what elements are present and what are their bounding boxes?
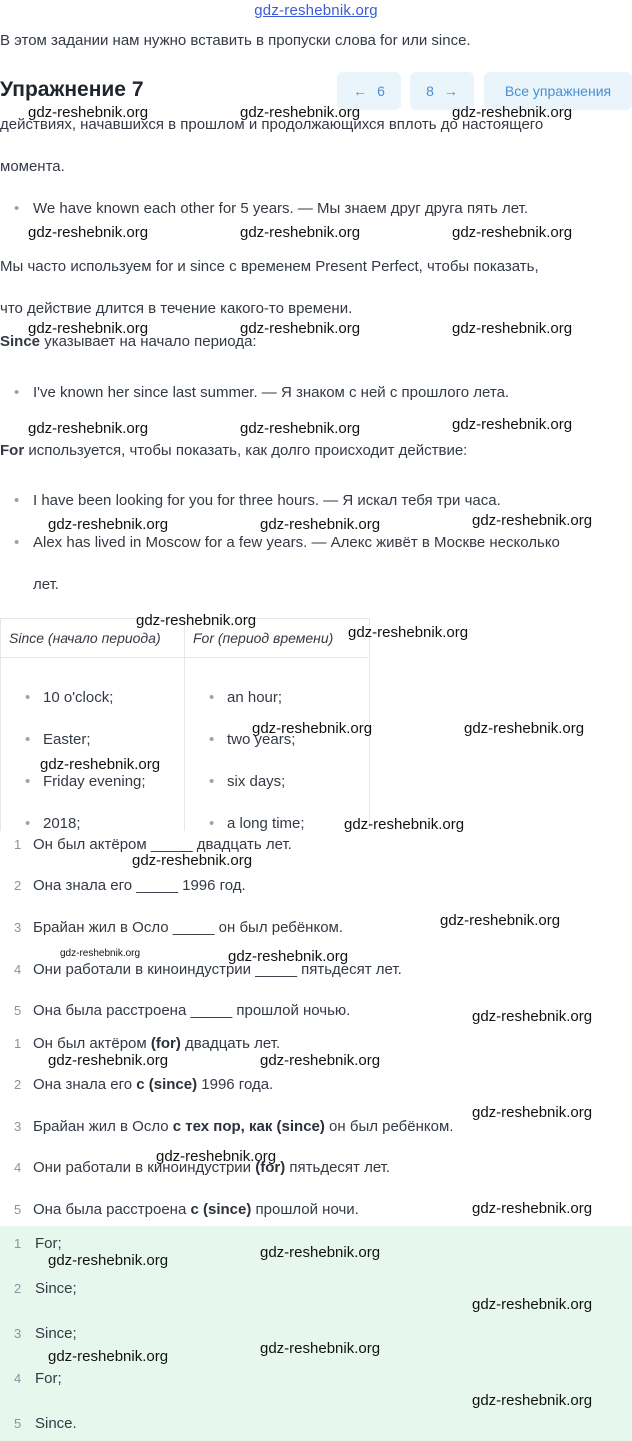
for-item: • an hour; bbox=[209, 689, 282, 706]
explain-para-1-line-1: действиях, начавшихся в прошлом и продолжающихся вплоть до настоящего bbox=[0, 116, 544, 133]
for-item: • two years; bbox=[209, 731, 295, 748]
solution-post: прошлой ночи. bbox=[251, 1201, 359, 1218]
watermark: gdz-reshebnik.org bbox=[228, 948, 349, 965]
watermark: gdz-reshebnik.org bbox=[464, 720, 585, 737]
answer-number: 5 bbox=[14, 1416, 22, 1431]
for-item: • six days; bbox=[209, 773, 285, 790]
explain-para-1-line-2: момента. bbox=[0, 158, 65, 175]
next-exercise-number: 8 bbox=[426, 83, 434, 99]
answer-text: Since; bbox=[35, 1280, 77, 1297]
watermark: gdz-reshebnik.org bbox=[452, 224, 573, 241]
solution-number: 1 bbox=[14, 1036, 22, 1051]
watermark: gdz-reshebnik.org bbox=[28, 104, 149, 121]
watermark: gdz-reshebnik.org bbox=[472, 1296, 593, 1313]
task-text: Он был актёром _____ двадцать лет. bbox=[33, 836, 292, 853]
watermark: gdz-reshebnik.org bbox=[240, 224, 361, 241]
watermark: gdz-reshebnik.org bbox=[344, 816, 465, 833]
solution-number: 2 bbox=[14, 1077, 22, 1092]
watermark: gdz-reshebnik.org bbox=[252, 720, 373, 737]
task-number: 4 bbox=[14, 962, 22, 977]
watermark: gdz-reshebnik.org bbox=[60, 948, 141, 959]
watermark: gdz-reshebnik.org bbox=[260, 1340, 381, 1357]
page-title: Упражнение 7 bbox=[0, 78, 144, 101]
since-word: Since bbox=[0, 333, 41, 350]
watermark: gdz-reshebnik.org bbox=[260, 516, 381, 533]
solution-pre: Брайан жил в Осло bbox=[33, 1118, 173, 1135]
answer-number: 3 bbox=[14, 1326, 22, 1341]
solution-post: 1996 года. bbox=[197, 1076, 274, 1093]
intro-text: В этом задании нам нужно вставить в пропуски слова for или since. bbox=[0, 32, 471, 49]
example-bullet-4 bbox=[14, 522, 560, 606]
solution-pre: Она была расстроена bbox=[33, 1201, 191, 1218]
solution-answer: с (since) bbox=[136, 1076, 198, 1093]
answer-text: Since. bbox=[35, 1415, 77, 1432]
answer-number: 2 bbox=[14, 1281, 22, 1296]
for-item: • a long time; bbox=[209, 815, 305, 831]
since-column bbox=[1, 619, 185, 831]
watermark: gdz-reshebnik.org bbox=[28, 224, 149, 241]
watermark: gdz-reshebnik.org bbox=[156, 1148, 277, 1165]
task-text: Брайан жил в Осло _____ он был ребёнком. bbox=[33, 919, 344, 936]
answer-text: For; bbox=[35, 1235, 62, 1252]
for-word: For bbox=[0, 442, 25, 459]
solution-answer: (for) bbox=[255, 1159, 286, 1176]
arrow-left-icon: ← bbox=[353, 83, 368, 99]
arrow-right-icon: → bbox=[443, 83, 458, 99]
example-text-line-1: • Alex has lived in Moscow for a few years. — Алекс живёт в Москве несколько bbox=[33, 534, 560, 551]
watermark: gdz-reshebnik.org bbox=[28, 320, 149, 337]
since-column-header: Since (начало периода) bbox=[1, 619, 184, 658]
task-number: 2 bbox=[14, 878, 22, 893]
explain-para-2 bbox=[0, 246, 625, 330]
watermark: gdz-reshebnik.org bbox=[472, 1104, 593, 1121]
answer-text: For; bbox=[35, 1370, 62, 1387]
example-text: • I have been looking for you for three hours. — Я искал тебя три часа. bbox=[33, 492, 501, 509]
for-column-header: For (период времени) bbox=[185, 619, 368, 658]
task-text: Они работали в киноиндустрии _____ пятьдесят лет. bbox=[33, 961, 402, 978]
watermark: gdz-reshebnik.org bbox=[136, 612, 257, 629]
solution-pre: Она знала его bbox=[33, 1076, 137, 1093]
watermark: gdz-reshebnik.org bbox=[40, 756, 161, 773]
explain-para-2-line-1: Мы часто используем for и since с временем Present Perfect, чтобы показать, bbox=[0, 258, 539, 275]
solution-answer: с тех пор, как (since) bbox=[172, 1118, 325, 1135]
watermark: gdz-reshebnik.org bbox=[48, 1052, 169, 1069]
since-item: • 2018; bbox=[25, 815, 81, 831]
for-desc: используется, чтобы показать, как долго происходит действие: bbox=[24, 442, 468, 459]
solution-answer: с (since) bbox=[190, 1201, 252, 1218]
solution-number: 5 bbox=[14, 1202, 22, 1217]
solution-number: 3 bbox=[14, 1119, 22, 1134]
since-item: • Easter; bbox=[25, 731, 91, 748]
watermark: gdz-reshebnik.org bbox=[452, 320, 573, 337]
task-number: 3 bbox=[14, 920, 22, 935]
example-text: • We have known each other for 5 years. — Мы знаем друг друга пять лет. bbox=[33, 200, 529, 217]
example-bullet-2 bbox=[14, 372, 509, 414]
solution-answer: (for) bbox=[150, 1035, 181, 1052]
watermark: gdz-reshebnik.org bbox=[240, 104, 361, 121]
watermark: gdz-reshebnik.org bbox=[260, 1244, 381, 1261]
watermark: gdz-reshebnik.org bbox=[440, 912, 561, 929]
site-link[interactable]: gdz-reshebnik.org bbox=[254, 2, 378, 19]
watermark: gdz-reshebnik.org bbox=[452, 104, 573, 121]
example-text: • I've known her since last summer. — Я знаком с ней с прошлого лета. bbox=[33, 384, 510, 401]
all-exercises-label: Все упражнения bbox=[504, 83, 612, 99]
watermark: gdz-reshebnik.org bbox=[48, 1252, 169, 1269]
task-text: Она была расстроена _____ прошлой ночью. bbox=[33, 1002, 351, 1019]
solution-post: он был ребёнком. bbox=[324, 1118, 454, 1135]
watermark: gdz-reshebnik.org bbox=[48, 516, 169, 533]
watermark: gdz-reshebnik.org bbox=[472, 1008, 593, 1025]
watermark: gdz-reshebnik.org bbox=[472, 1200, 593, 1217]
answer-number: 4 bbox=[14, 1371, 22, 1386]
watermark: gdz-reshebnik.org bbox=[132, 852, 253, 869]
solution-post: пятьдесят лет. bbox=[285, 1159, 391, 1176]
solution-pre: Они работали в киноиндустрии bbox=[33, 1159, 256, 1176]
solution-text bbox=[33, 1035, 280, 1052]
watermark: gdz-reshebnik.org bbox=[452, 416, 573, 433]
task-text: Она знала его _____ 1996 год. bbox=[33, 877, 246, 894]
watermark: gdz-reshebnik.org bbox=[472, 512, 593, 529]
explain-para-2-line-2: что действие длится в течение какого-то времени. bbox=[0, 300, 353, 317]
answer-text: Since; bbox=[35, 1325, 77, 1342]
solution-text bbox=[33, 1076, 273, 1093]
solution-number: 4 bbox=[14, 1160, 22, 1175]
prev-exercise-number: 6 bbox=[377, 83, 385, 99]
since-desc: указывает на начало периода: bbox=[40, 333, 257, 350]
task-number: 5 bbox=[14, 1003, 22, 1018]
solution-pre: Он был актёром bbox=[33, 1035, 151, 1052]
solution-text bbox=[33, 1118, 453, 1135]
solution-post: двадцать лет. bbox=[180, 1035, 281, 1052]
since-item: • 10 o'clock; bbox=[25, 689, 113, 706]
watermark: gdz-reshebnik.org bbox=[28, 420, 149, 437]
task-number: 1 bbox=[14, 837, 22, 852]
answer-number: 1 bbox=[14, 1236, 22, 1251]
since-item: • Friday evening; bbox=[25, 773, 146, 790]
example-text-line-2: лет. bbox=[33, 576, 59, 593]
watermark: gdz-reshebnik.org bbox=[240, 420, 361, 437]
solution-text bbox=[33, 1201, 359, 1218]
watermark: gdz-reshebnik.org bbox=[472, 1392, 593, 1409]
watermark: gdz-reshebnik.org bbox=[348, 624, 469, 641]
watermark: gdz-reshebnik.org bbox=[48, 1348, 169, 1365]
watermark: gdz-reshebnik.org bbox=[260, 1052, 381, 1069]
watermark: gdz-reshebnik.org bbox=[240, 320, 361, 337]
